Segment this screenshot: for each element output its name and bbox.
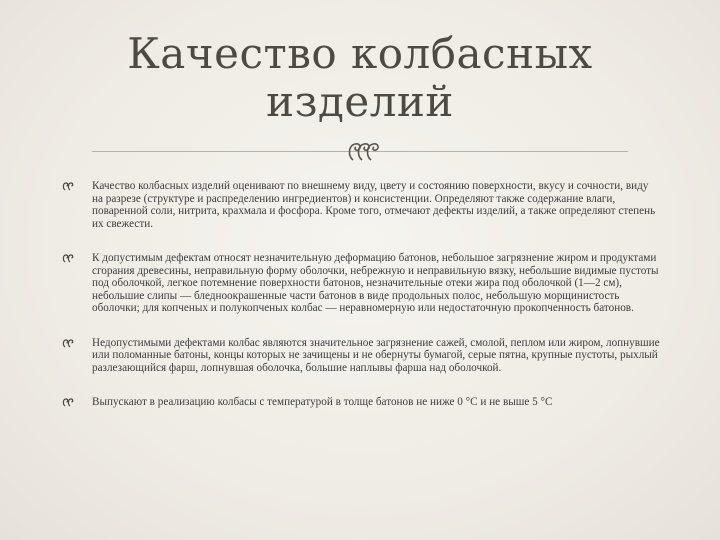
slide-title: [60, 30, 660, 126]
double-curl-bullet-icon: [62, 397, 76, 408]
bullet-list: [62, 180, 662, 431]
title-line-2: изделий: [266, 77, 454, 126]
list-item: [62, 396, 662, 409]
double-curl-bullet-icon: [62, 181, 76, 192]
double-curl-bullet-icon: [62, 338, 76, 349]
title-line-1: Качество колбасных: [127, 29, 593, 78]
list-item: [62, 180, 662, 230]
list-item: [62, 337, 662, 375]
list-item-text: Выпускают в реализацию колбасы с температурой в толще батонов не ниже 0 °С и не выше 5 °С: [92, 396, 553, 408]
list-item-text: К допустимым дефектам относят незначительную деформацию батонов, небольшое загрязнение жиром и продуктами сгорания древесины, неправильную форму оболочки, небрежную и неправильную вязку, небольшие видимые пустоты под оболочкой, легкое потемнение поверхности батонов, незначительные отеки жира под оболочкой (1—2 см), небольшие слипы — бледноокрашенные части батонов в виде продольных полос, небольшую морщинистость оболочки; для копченых и полукопченых колбас — неравномерную или недостаточную прокопченность батонов.: [92, 252, 659, 314]
list-item: [62, 252, 662, 315]
title-flourish-icon: [345, 138, 381, 164]
list-item-text: Качество колбасных изделий оценивают по внешнему виду, цвету и состоянию поверхности, вкусу и сочности, виду на разрезе (структуре и распределению ингредиентов) и консистенции. Определяют также содержание влаги, поваренной соли, нитрита, крахмала и фосфора. Кроме того, отмечают дефекты изделий, а также определяют степень их свежести.: [92, 180, 656, 230]
double-curl-bullet-icon: [62, 253, 76, 264]
list-item-text: Недопустимыми дефектами колбас являются значительное загрязнение сажей, смолой, пеплом или жиром, лопнувшие или поломанные батоны, концы которых не зачищены и не обернуты бумагой, серые пятна, крупные пустоты, рыхлый разлезающийся фарш, лопнувшая оболочка, большие наплывы фарша над оболочкой.: [92, 336, 660, 374]
